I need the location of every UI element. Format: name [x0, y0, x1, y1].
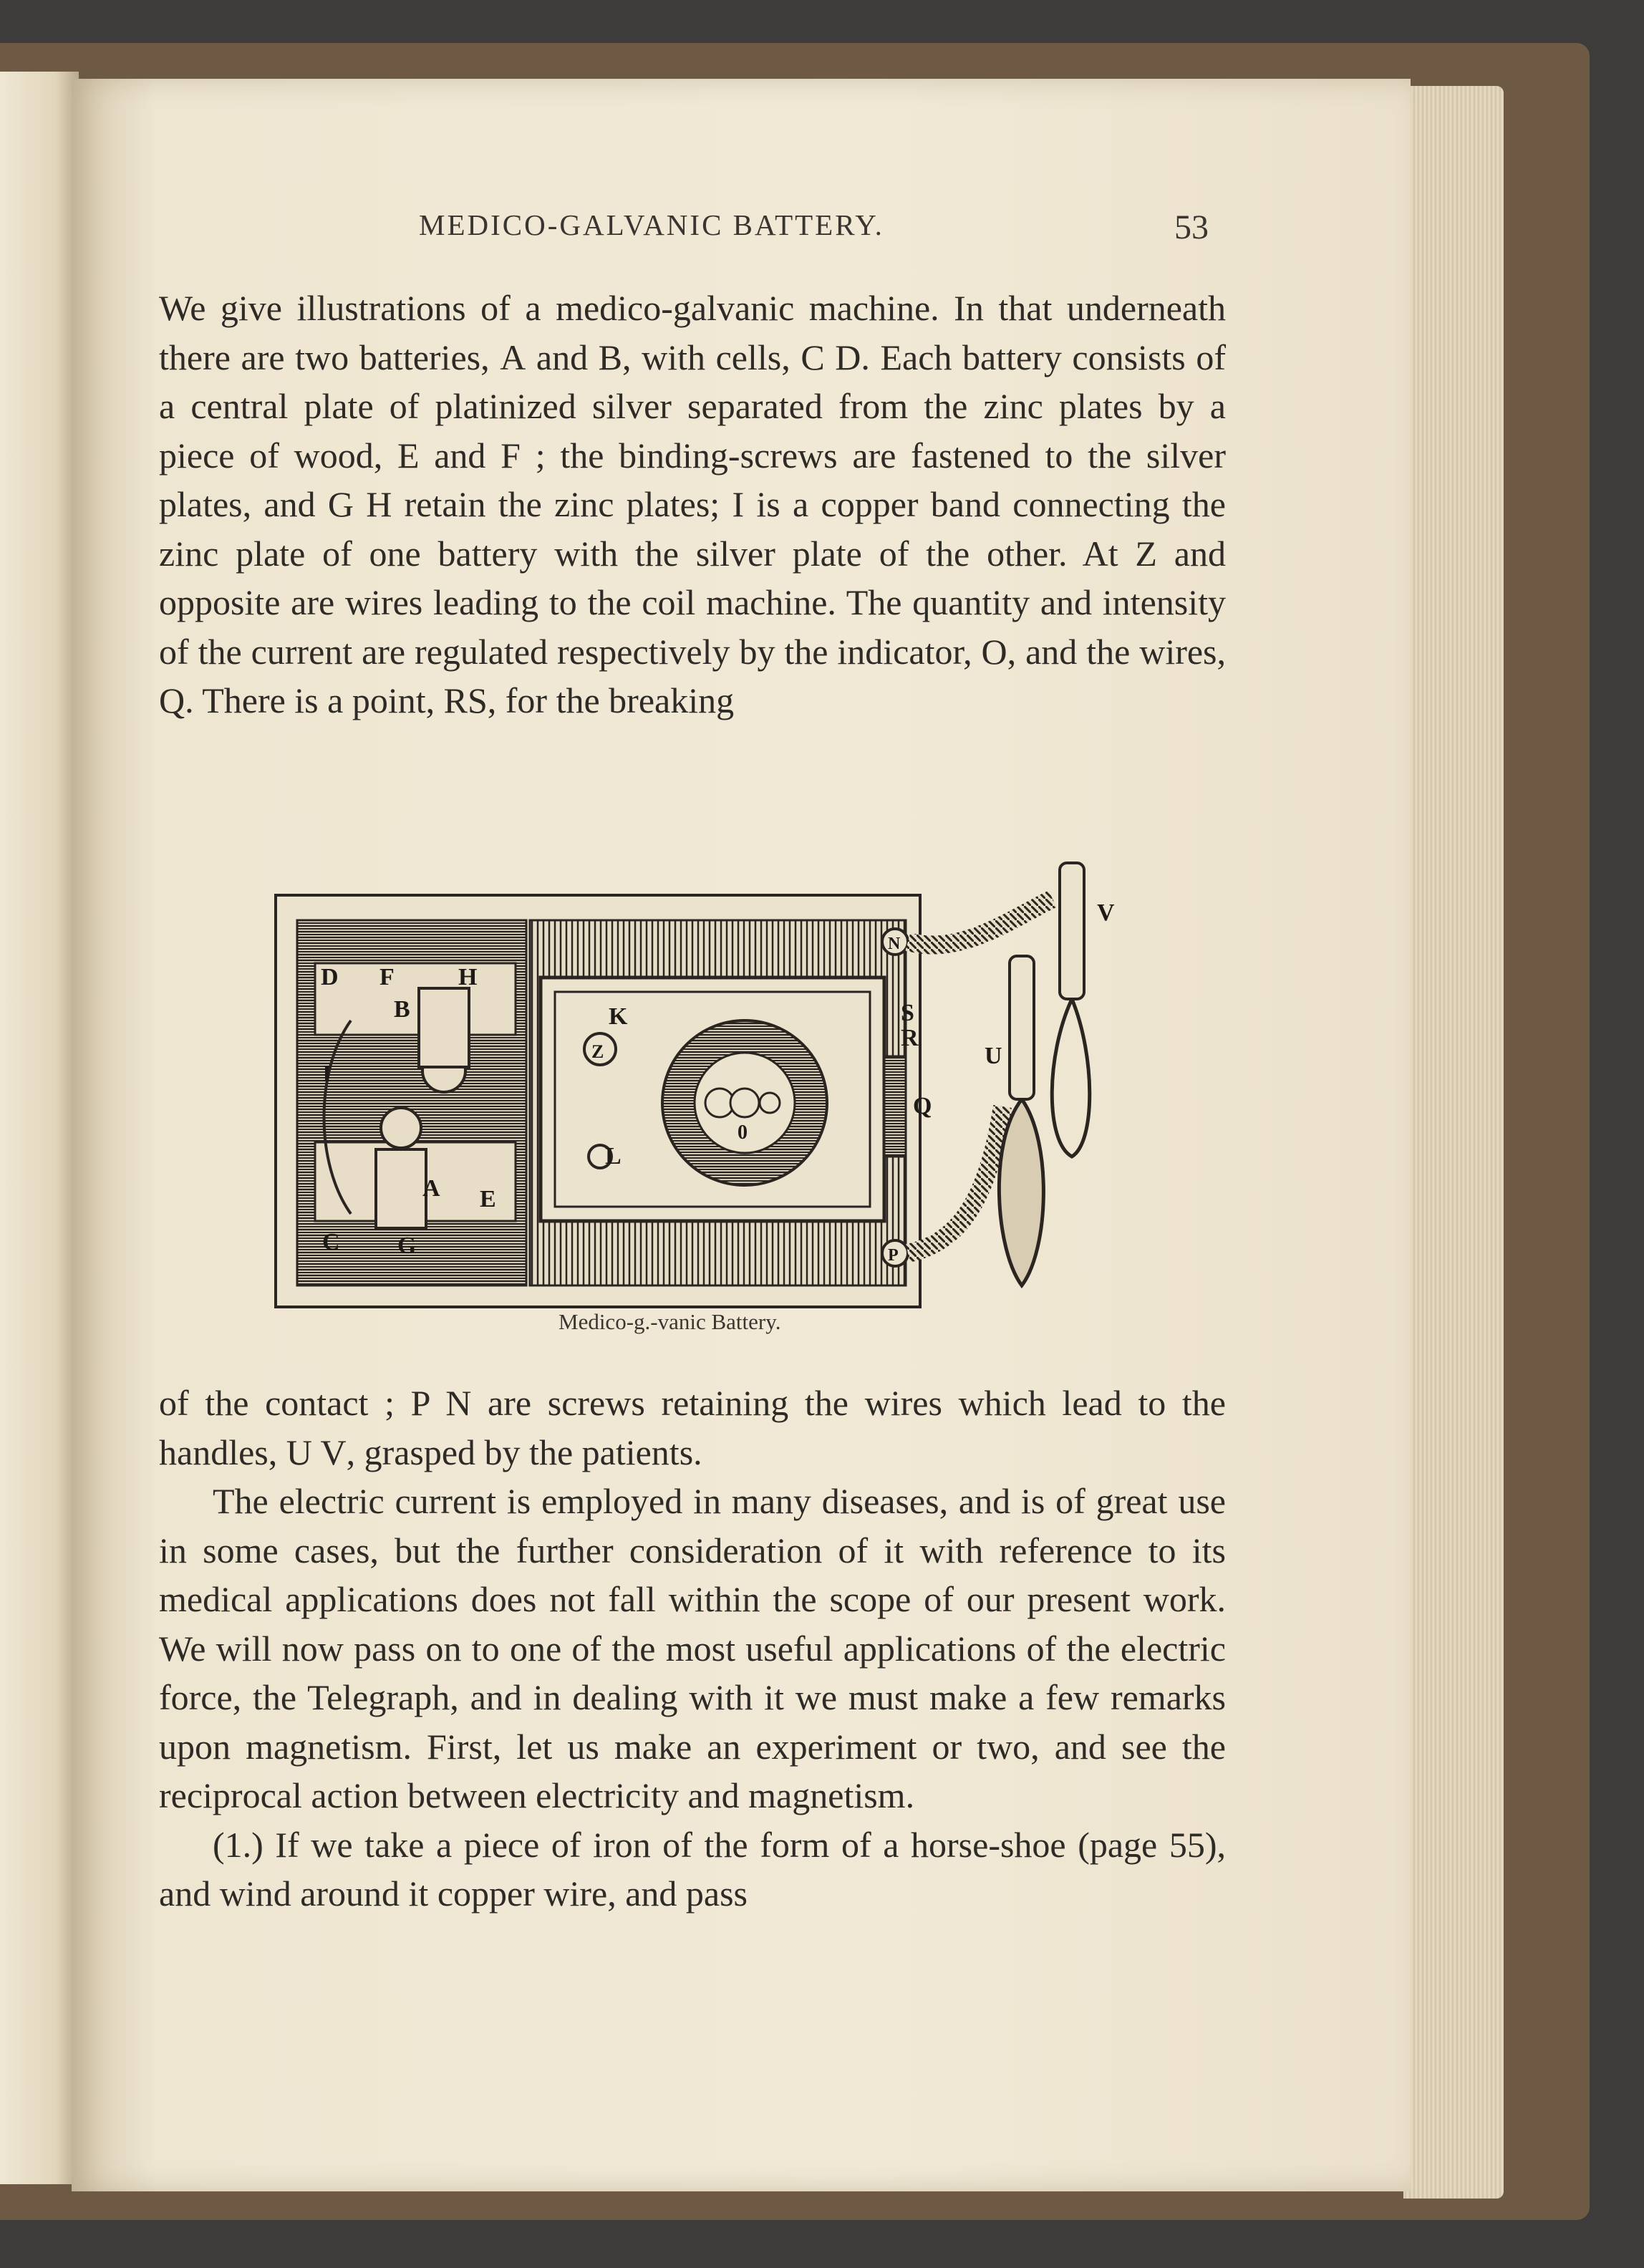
- text-run: of the contact ;: [159, 1383, 411, 1423]
- label-o: 0: [738, 1121, 748, 1144]
- text-run: and: [419, 435, 501, 476]
- label-q: Q: [913, 1093, 932, 1119]
- label-a: A: [422, 1175, 440, 1202]
- paragraph-4: (1.) If we take a piece of iron of the form of a horse-shoe (page 55), and wind around it copper wire, and pass: [159, 1824, 1226, 1914]
- text-run: is a copper band connecting the zinc plate of one battery with the silver plate of the other. At: [159, 484, 1226, 574]
- label-i: I: [322, 1061, 332, 1087]
- label-u: U: [985, 1043, 1002, 1069]
- letter-reference: U V: [286, 1432, 347, 1472]
- letter-reference: C D: [801, 337, 861, 377]
- paragraph-2: [159, 1379, 1226, 1477]
- label-b: B: [394, 996, 410, 1023]
- letter-reference: O: [981, 631, 1007, 672]
- letter-reference: P N: [410, 1383, 472, 1423]
- text-run: , grasped by the patients.: [346, 1432, 702, 1472]
- label-p: P: [888, 1246, 899, 1265]
- text-run: and opposite are wires leading to the coil machine. The quantity and intensity of the current are regulated respectively by the indicator,: [159, 533, 1226, 672]
- battery-illustration: [272, 856, 1160, 1314]
- label-v: V: [1097, 899, 1115, 926]
- letter-reference: A: [500, 337, 526, 377]
- label-g: G: [397, 1232, 417, 1259]
- label-z: Z: [591, 1041, 604, 1062]
- text-run: We give illustrations of a medico-galvanic machine. In that underneath there are two batteries,: [159, 288, 1226, 377]
- text-run: and: [526, 337, 599, 377]
- label-r: R: [901, 1025, 919, 1051]
- page-edges: [1403, 86, 1504, 2199]
- paragraph-3: The electric current is employed in many diseases, and is of great use in some cases, but the further consideration of it with reference to its medical applications does not fall within the scope of our present work. We will now pass on to one of the most useful applications of the electric force, the Telegraph, and in dealing with it we must make a few remarks upon magnetism. First, let us make an experiment or two, and see the reciprocal action between electricity and magnetism.: [159, 1481, 1226, 1815]
- letter-reference: E: [397, 435, 420, 476]
- label-s: S: [901, 1000, 914, 1026]
- battery-b: [315, 963, 516, 1035]
- label-h: H: [458, 964, 478, 990]
- text-run: . Each battery consists of a central plate of platinized silver separated from the zinc plates by a piece of wood,: [159, 337, 1226, 476]
- label-k: K: [609, 1003, 628, 1030]
- letter-reference: I: [732, 484, 745, 524]
- label-l: L: [605, 1143, 622, 1169]
- text-run: ; the binding-screws are fastened to the silver plates, and: [159, 435, 1226, 524]
- handle-v: [1060, 863, 1084, 999]
- coiled-wire-bottom: [908, 1106, 1002, 1253]
- letter-reference: RS: [443, 680, 488, 720]
- label-n: N: [888, 935, 901, 953]
- label-c: C: [322, 1229, 340, 1255]
- letter-reference: G H: [327, 484, 392, 524]
- text-block-bottom: [159, 1379, 1226, 1919]
- coiled-wire-top: [908, 899, 1053, 945]
- letter-reference: B: [598, 337, 623, 377]
- text-run: are screws retaining the wires which lead to the handles,: [159, 1383, 1227, 1472]
- text-block-top: [159, 284, 1226, 725]
- left-page-edge: [0, 72, 79, 2184]
- figure-caption: Medico-g.-vanic Battery.: [559, 1309, 781, 1334]
- label-f: F: [379, 964, 395, 990]
- page-number: 53: [1174, 208, 1209, 246]
- handle-u: [1010, 956, 1034, 1099]
- text-run: , for the breaking: [487, 680, 735, 720]
- running-head: MEDICO-GALVANIC BATTERY.: [419, 208, 884, 241]
- letter-reference: F: [501, 435, 521, 476]
- text-run: retain the zinc plates;: [392, 484, 732, 524]
- text-run: , with cells,: [622, 337, 801, 377]
- letter-reference: Z: [1135, 533, 1157, 574]
- text-run: . There is a point,: [185, 680, 444, 720]
- text-run: , and the wires,: [1007, 631, 1227, 672]
- letter-reference: Q: [159, 680, 185, 720]
- paragraph-1: [159, 284, 1226, 725]
- label-e: E: [480, 1186, 496, 1212]
- label-d: D: [321, 964, 339, 990]
